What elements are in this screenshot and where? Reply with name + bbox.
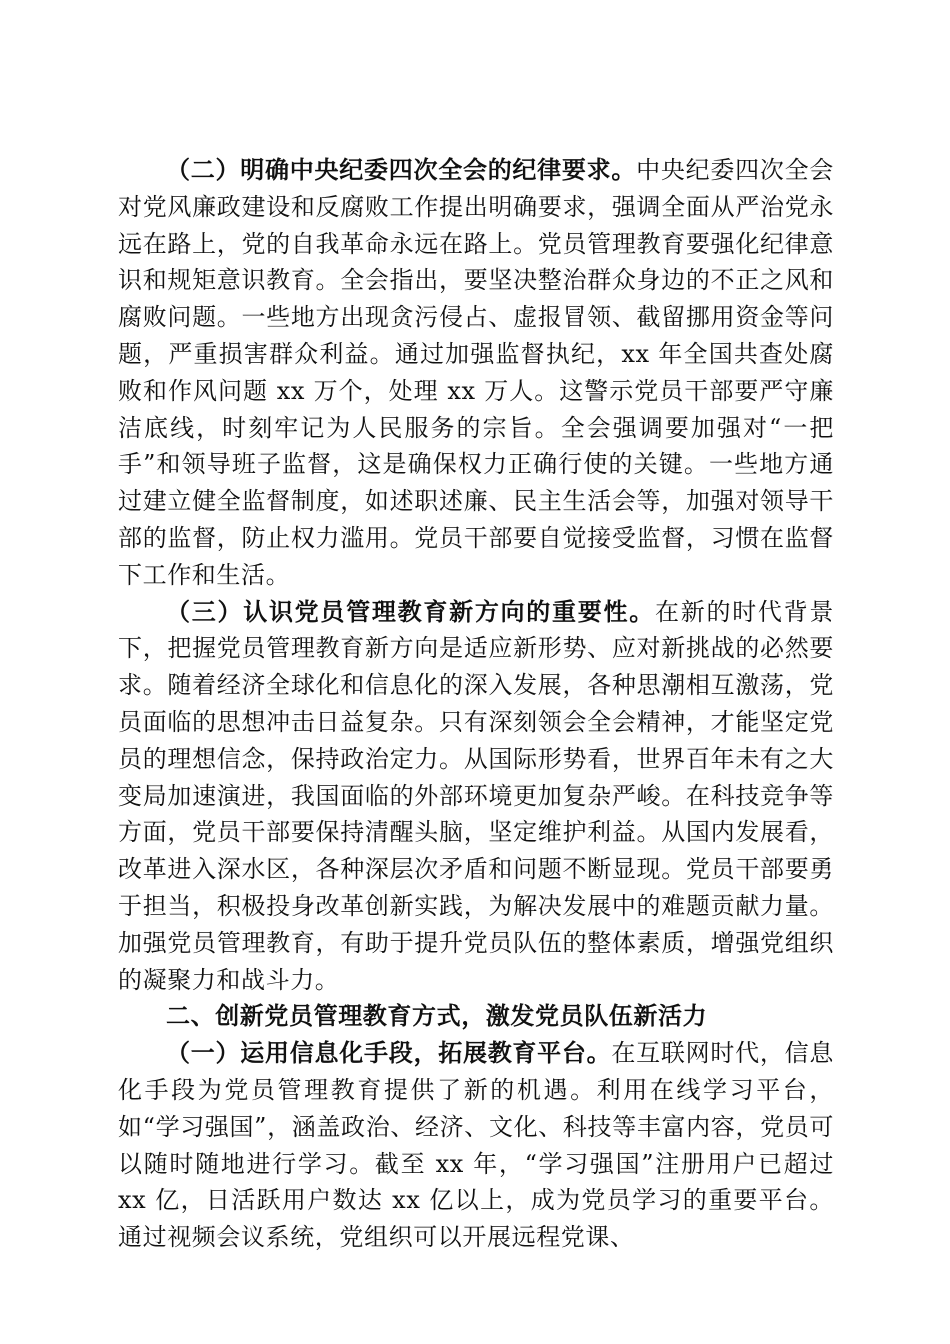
paragraph-new-direction-importance — [118, 594, 834, 999]
paragraph-text: 在互联网时代，信息化手段为党员管理教育提供了新的机遇。利用在线学习平台，如“学习强国”，涵盖政治、经济、文化、科技等丰富内容，党员可以随时随地进行学习。截至 xx 年，“学习强国”注册用户已超过 xx 亿，日活跃用户数达 xx 亿以上，成为党员学习的重要平台。通过视频会议系统，党组织可以开展远程党课、 — [118, 1039, 834, 1252]
paragraph-lead: （一）运用信息化手段，拓展教育平台。 — [166, 1038, 612, 1068]
paragraph-lead: （二）明确中央纪委四次全会的纪律要求。 — [166, 155, 637, 184]
paragraph-text: 在新的时代背景下，把握党员管理教育新方向是适应新形势、应对新挑战的必然要求。随着经济全球化和信息化的深入发展，各种思潮相互激荡，党员面临的思想冲击日益复杂。只有深刻领会全会精神，才能坚定党员的理想信念，保持政治定力。从国际形势看，世界百年未有之大变局加速演进，我国面临的外部环境更加复杂严峻。在科技竞争等方面，党员干部要保持清醒头脑，坚定维护利益。从国内发展看，改革进入深水区，各种深层次矛盾和问题不断显现。党员干部要勇于担当，积极投身改革创新实践，为解决发展中的难题贡献力量。加强党员管理教育，有助于提升党员队伍的整体素质，增强党组织的凝聚力和战斗力。 — [118, 597, 834, 994]
paragraph-information-platforms — [118, 1035, 834, 1256]
paragraph-discipline-requirements — [118, 152, 834, 594]
paragraph-text: 中央纪委四次全会对党风廉政建设和反腐败工作提出明确要求，强调全面从严治党永远在路上，党的自我革命永远在路上。党员管理教育要强化纪律意识和规矩意识教育。全会指出，要坚决整治群众身边的不正之风和腐败问题。一些地方出现贪污侵占、虚报冒领、截留挪用资金等问题，严重损害群众利益。通过加强监督执纪，xx 年全国共查处腐败和作风问题 xx 万个，处理 xx 万人。这警示党员干部要严守廉洁底线，时刻牢记为人民服务的宗旨。全会强调要加强对“一把手”和领导班子监督，这是确保权力正确行使的关键。一些地方通过建立健全监督制度，如述职述廉、民主生活会等，加强对领导干部的监督，防止权力滥用。党员干部要自觉接受监督，习惯在监督下工作和生活。 — [118, 156, 834, 589]
paragraph-lead: （三）认识党员管理教育新方向的重要性。 — [166, 596, 655, 626]
document-body — [118, 152, 834, 1256]
section-heading: 二、创新党员管理教育方式，激发党员队伍新活力 — [166, 1002, 708, 1031]
